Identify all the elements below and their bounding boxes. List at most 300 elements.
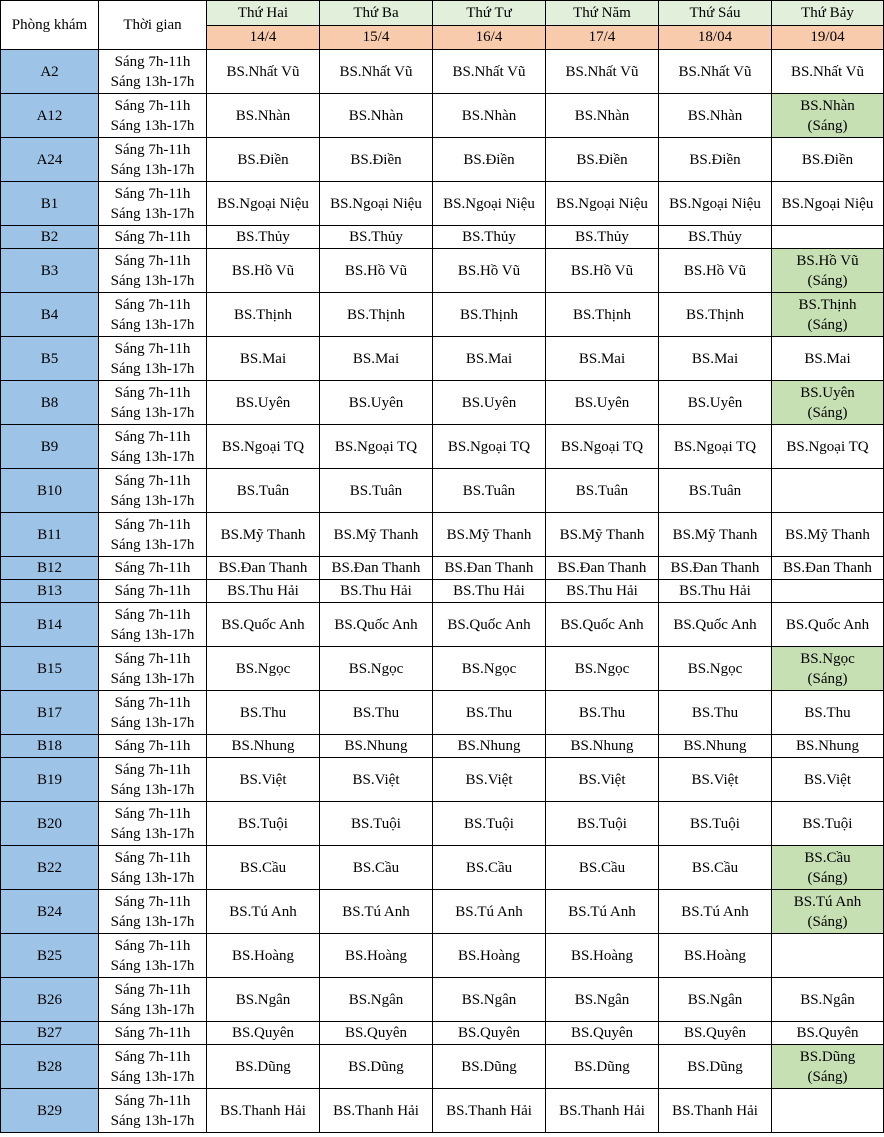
table-row <box>1 513 884 557</box>
doctor-cell: BS.Hồ Vũ <box>320 249 433 293</box>
doctor-cell: BS.Hồ Vũ <box>207 249 320 293</box>
doctor-cell: BS.Mỹ Thanh <box>207 513 320 557</box>
time-afternoon: Sáng 13h-17h <box>110 404 195 421</box>
doctor-cell: BS.Quốc Anh <box>546 603 659 647</box>
doctor-cell-saturday: BS.Ngân <box>772 978 884 1022</box>
doctor-cell: BS.Thu <box>546 691 659 735</box>
room-cell: B8 <box>1 381 99 425</box>
saturday-morning-note: (Sáng) <box>807 670 848 687</box>
time-afternoon: Sáng 13h-17h <box>110 73 195 90</box>
doctor-cell: BS.Dũng <box>207 1045 320 1089</box>
doctor-cell: BS.Dũng <box>659 1045 772 1089</box>
time-morning: Sáng 7h-11h <box>114 252 191 269</box>
time-cell <box>99 513 207 557</box>
doctor-cell: BS.Dũng <box>433 1045 546 1089</box>
time-morning: Sáng 7h-11h <box>114 428 191 445</box>
time-cell <box>99 226 207 249</box>
doctor-cell: BS.Quyên <box>207 1022 320 1045</box>
doctor-cell-saturday: BS.Ngoại TQ <box>772 425 884 469</box>
doctor-cell: BS.Quyên <box>433 1022 546 1045</box>
doctor-cell: BS.Nhất Vũ <box>207 50 320 94</box>
doctor-cell: BS.Điền <box>433 138 546 182</box>
doctor-cell: BS.Uyên <box>320 381 433 425</box>
doctor-cell: BS.Hoàng <box>659 934 772 978</box>
time-morning: Sáng 7h-11h <box>114 805 191 822</box>
doctor-cell: BS.Việt <box>207 758 320 802</box>
room-cell: B29 <box>1 1089 99 1133</box>
doctor-cell-saturday <box>772 226 884 249</box>
doctor-cell: BS.Quốc Anh <box>659 603 772 647</box>
table-row <box>1 1022 884 1045</box>
doctor-cell: BS.Thu Hải <box>659 580 772 603</box>
doctor-cell-saturday: BS.Đan Thanh <box>772 557 884 580</box>
doctor-cell-saturday <box>772 647 884 691</box>
header-room: Phòng khám <box>1 1 99 50</box>
time-cell <box>99 138 207 182</box>
doctor-cell: BS.Ngọc <box>546 647 659 691</box>
room-cell: B19 <box>1 758 99 802</box>
doctor-cell: BS.Ngân <box>433 978 546 1022</box>
saturday-doctor-name: BS.Nhàn <box>800 97 855 114</box>
table-row <box>1 293 884 337</box>
doctor-cell-saturday <box>772 890 884 934</box>
doctor-cell: BS.Nhung <box>546 735 659 758</box>
doctor-cell: BS.Uyên <box>546 381 659 425</box>
time-morning: Sáng 7h-11h <box>114 583 191 599</box>
doctor-cell-saturday: BS.Quyên <box>772 1022 884 1045</box>
room-cell: B10 <box>1 469 99 513</box>
time-afternoon: Sáng 13h-17h <box>110 536 195 553</box>
time-cell <box>99 50 207 94</box>
doctor-cell: BS.Hồ Vũ <box>659 249 772 293</box>
time-cell <box>99 249 207 293</box>
table-row <box>1 138 884 182</box>
time-cell <box>99 735 207 758</box>
time-cell <box>99 1089 207 1133</box>
doctor-cell: BS.Cầu <box>207 846 320 890</box>
doctor-cell: BS.Quốc Anh <box>320 603 433 647</box>
doctor-cell: BS.Ngoại TQ <box>207 425 320 469</box>
doctor-cell: BS.Ngọc <box>320 647 433 691</box>
doctor-cell: BS.Ngoại TQ <box>546 425 659 469</box>
doctor-cell: BS.Hoàng <box>433 934 546 978</box>
room-cell: B9 <box>1 425 99 469</box>
header-date-wed: 16/4 <box>433 25 546 50</box>
time-morning: Sáng 7h-11h <box>114 340 191 357</box>
table-row <box>1 758 884 802</box>
time-cell <box>99 802 207 846</box>
doctor-cell: BS.Nhàn <box>546 94 659 138</box>
header-date-mon: 14/4 <box>207 25 320 50</box>
doctor-cell: BS.Ngoại TQ <box>433 425 546 469</box>
doctor-cell: BS.Cầu <box>659 846 772 890</box>
time-morning: Sáng 7h-11h <box>114 981 191 998</box>
time-cell <box>99 337 207 381</box>
time-morning: Sáng 7h-11h <box>114 761 191 778</box>
doctor-cell: BS.Tuội <box>207 802 320 846</box>
doctor-cell: BS.Quốc Anh <box>207 603 320 647</box>
header-date-tue: 15/4 <box>320 25 433 50</box>
doctor-cell: BS.Mỹ Thanh <box>659 513 772 557</box>
table-row <box>1 691 884 735</box>
doctor-cell: BS.Tuội <box>433 802 546 846</box>
doctor-cell-saturday <box>772 293 884 337</box>
room-cell: B2 <box>1 226 99 249</box>
room-cell: B22 <box>1 846 99 890</box>
doctor-cell: BS.Ngân <box>207 978 320 1022</box>
time-morning: Sáng 7h-11h <box>114 694 191 711</box>
doctor-cell: BS.Thanh Hải <box>207 1089 320 1133</box>
header-day-thu: Thứ Năm <box>546 1 659 26</box>
table-row <box>1 337 884 381</box>
doctor-cell: BS.Việt <box>546 758 659 802</box>
time-morning: Sáng 7h-11h <box>114 53 191 70</box>
doctor-cell: BS.Tú Anh <box>546 890 659 934</box>
doctor-cell: BS.Ngoại Niệu <box>659 182 772 226</box>
time-morning: Sáng 7h-11h <box>114 650 191 667</box>
table-row <box>1 249 884 293</box>
time-cell <box>99 293 207 337</box>
header-day-tue: Thứ Ba <box>320 1 433 26</box>
time-cell <box>99 182 207 226</box>
doctor-cell: BS.Cầu <box>433 846 546 890</box>
time-cell <box>99 647 207 691</box>
doctor-cell: BS.Thu Hải <box>433 580 546 603</box>
time-afternoon: Sáng 13h-17h <box>110 161 195 178</box>
doctor-cell: BS.Thịnh <box>659 293 772 337</box>
doctor-cell: BS.Tuân <box>546 469 659 513</box>
table-row <box>1 425 884 469</box>
time-afternoon: Sáng 13h-17h <box>110 670 195 687</box>
saturday-morning-note: (Sáng) <box>807 316 848 333</box>
room-cell: B4 <box>1 293 99 337</box>
room-cell: B11 <box>1 513 99 557</box>
doctor-cell: BS.Tuân <box>433 469 546 513</box>
room-cell: B5 <box>1 337 99 381</box>
saturday-morning-note: (Sáng) <box>807 272 848 289</box>
doctor-cell: BS.Điền <box>546 138 659 182</box>
time-afternoon: Sáng 13h-17h <box>110 781 195 798</box>
time-cell <box>99 978 207 1022</box>
doctor-cell: BS.Tú Anh <box>433 890 546 934</box>
doctor-cell: BS.Thu <box>433 691 546 735</box>
header-row-days <box>1 1 884 26</box>
doctor-cell: BS.Mai <box>433 337 546 381</box>
doctor-cell: BS.Ngoại Niệu <box>320 182 433 226</box>
doctor-cell: BS.Ngọc <box>433 647 546 691</box>
saturday-doctor-name: BS.Ngọc <box>800 650 855 667</box>
room-cell: A12 <box>1 94 99 138</box>
room-cell: B24 <box>1 890 99 934</box>
table-row <box>1 182 884 226</box>
doctor-cell-saturday: BS.Việt <box>772 758 884 802</box>
saturday-doctor-name: BS.Dũng <box>799 1048 856 1065</box>
doctor-cell: BS.Ngoại TQ <box>320 425 433 469</box>
time-afternoon: Sáng 13h-17h <box>110 316 195 333</box>
doctor-cell: BS.Hồ Vũ <box>433 249 546 293</box>
doctor-cell: BS.Nhàn <box>433 94 546 138</box>
table-row <box>1 802 884 846</box>
table-row <box>1 50 884 94</box>
doctor-cell-saturday: BS.Mai <box>772 337 884 381</box>
time-afternoon: Sáng 13h-17h <box>110 1001 195 1018</box>
doctor-cell: BS.Quốc Anh <box>433 603 546 647</box>
doctor-cell: BS.Mỹ Thanh <box>433 513 546 557</box>
room-cell: B26 <box>1 978 99 1022</box>
header-date-fri: 18/04 <box>659 25 772 50</box>
doctor-cell: BS.Ngoại Niệu <box>433 182 546 226</box>
doctor-cell: BS.Thanh Hải <box>320 1089 433 1133</box>
doctor-cell: BS.Mỹ Thanh <box>546 513 659 557</box>
time-cell <box>99 557 207 580</box>
doctor-cell: BS.Thủy <box>546 226 659 249</box>
table-row <box>1 603 884 647</box>
time-cell <box>99 691 207 735</box>
doctor-cell: BS.Ngọc <box>659 647 772 691</box>
doctor-cell: BS.Tuân <box>320 469 433 513</box>
time-afternoon: Sáng 13h-17h <box>110 448 195 465</box>
doctor-cell: BS.Quyên <box>659 1022 772 1045</box>
doctor-cell: BS.Hồ Vũ <box>546 249 659 293</box>
time-cell <box>99 580 207 603</box>
time-afternoon: Sáng 13h-17h <box>110 360 195 377</box>
time-morning: Sáng 7h-11h <box>114 384 191 401</box>
doctor-cell: BS.Ngân <box>546 978 659 1022</box>
doctor-cell: BS.Tuân <box>659 469 772 513</box>
doctor-cell: BS.Thủy <box>433 226 546 249</box>
time-cell <box>99 381 207 425</box>
time-cell <box>99 890 207 934</box>
doctor-cell: BS.Ngân <box>320 978 433 1022</box>
doctor-cell: BS.Ngoại TQ <box>659 425 772 469</box>
doctor-cell: BS.Quyên <box>320 1022 433 1045</box>
doctor-cell: BS.Thanh Hải <box>659 1089 772 1133</box>
saturday-doctor-name: BS.Tú Anh <box>793 893 862 910</box>
room-cell: B14 <box>1 603 99 647</box>
doctor-cell: BS.Thu Hải <box>207 580 320 603</box>
time-cell <box>99 934 207 978</box>
saturday-morning-note: (Sáng) <box>807 117 848 134</box>
time-afternoon: Sáng 13h-17h <box>110 205 195 222</box>
doctor-cell: BS.Ngoại Niệu <box>546 182 659 226</box>
header-day-sat: Thứ Bảy <box>772 1 884 26</box>
doctor-cell: BS.Nhàn <box>659 94 772 138</box>
doctor-cell: BS.Mai <box>207 337 320 381</box>
header-time: Thời gian <box>99 1 207 50</box>
time-morning: Sáng 7h-11h <box>114 97 191 114</box>
time-afternoon: Sáng 13h-17h <box>110 913 195 930</box>
doctor-cell-saturday <box>772 249 884 293</box>
saturday-morning-note: (Sáng) <box>807 913 848 930</box>
doctor-cell: BS.Ngân <box>659 978 772 1022</box>
doctor-cell: BS.Nhất Vũ <box>433 50 546 94</box>
time-afternoon: Sáng 13h-17h <box>110 272 195 289</box>
saturday-doctor-name: BS.Cầu <box>804 849 851 866</box>
time-afternoon: Sáng 13h-17h <box>110 825 195 842</box>
doctor-cell-saturday: BS.Nhung <box>772 735 884 758</box>
time-cell <box>99 425 207 469</box>
doctor-cell: BS.Đan Thanh <box>320 557 433 580</box>
header-date-thu: 17/4 <box>546 25 659 50</box>
doctor-cell: BS.Ngọc <box>207 647 320 691</box>
room-cell: B3 <box>1 249 99 293</box>
doctor-cell: BS.Thu Hải <box>320 580 433 603</box>
doctor-cell: BS.Uyên <box>207 381 320 425</box>
doctor-cell: BS.Thủy <box>207 226 320 249</box>
doctor-cell: BS.Thanh Hải <box>433 1089 546 1133</box>
doctor-cell-saturday: BS.Mỹ Thanh <box>772 513 884 557</box>
saturday-doctor-name: BS.Hồ Vũ <box>796 252 859 269</box>
saturday-morning-note: (Sáng) <box>807 869 848 886</box>
doctor-cell: BS.Quyên <box>546 1022 659 1045</box>
doctor-cell: BS.Tuội <box>320 802 433 846</box>
saturday-doctor-name: BS.Thịnh <box>798 296 857 313</box>
doctor-cell: BS.Thu Hải <box>546 580 659 603</box>
table-row <box>1 647 884 691</box>
time-cell <box>99 469 207 513</box>
room-cell: A2 <box>1 50 99 94</box>
doctor-cell: BS.Dũng <box>546 1045 659 1089</box>
doctor-cell-saturday <box>772 934 884 978</box>
table-row <box>1 934 884 978</box>
doctor-cell: BS.Việt <box>659 758 772 802</box>
room-cell: B1 <box>1 182 99 226</box>
room-cell: B25 <box>1 934 99 978</box>
doctor-cell: BS.Cầu <box>320 846 433 890</box>
doctor-cell-saturday: BS.Thu <box>772 691 884 735</box>
time-morning: Sáng 7h-11h <box>114 1048 191 1065</box>
doctor-cell: BS.Đan Thanh <box>433 557 546 580</box>
time-morning: Sáng 7h-11h <box>114 893 191 910</box>
time-morning: Sáng 7h-11h <box>114 937 191 954</box>
doctor-cell-saturday: BS.Quốc Anh <box>772 603 884 647</box>
doctor-cell: BS.Đan Thanh <box>546 557 659 580</box>
doctor-cell: BS.Tuội <box>546 802 659 846</box>
doctor-cell: BS.Nhàn <box>320 94 433 138</box>
doctor-cell: BS.Uyên <box>433 381 546 425</box>
doctor-cell: BS.Nhung <box>433 735 546 758</box>
doctor-cell: BS.Hoàng <box>546 934 659 978</box>
doctor-cell: BS.Đan Thanh <box>659 557 772 580</box>
doctor-cell-saturday: BS.Ngoại Niệu <box>772 182 884 226</box>
doctor-cell: BS.Thủy <box>659 226 772 249</box>
doctor-cell: BS.Việt <box>433 758 546 802</box>
table-row <box>1 978 884 1022</box>
saturday-doctor-name: BS.Uyên <box>800 384 855 401</box>
doctor-cell-saturday <box>772 469 884 513</box>
doctor-cell-saturday <box>772 846 884 890</box>
doctor-cell-saturday <box>772 1089 884 1133</box>
doctor-cell: BS.Thịnh <box>207 293 320 337</box>
doctor-cell: BS.Hoàng <box>320 934 433 978</box>
table-row <box>1 1045 884 1089</box>
doctor-cell: BS.Điền <box>207 138 320 182</box>
time-afternoon: Sáng 13h-17h <box>110 1068 195 1085</box>
doctor-cell: BS.Điền <box>320 138 433 182</box>
time-morning: Sáng 7h-11h <box>114 1025 191 1041</box>
table-row <box>1 226 884 249</box>
doctor-cell: BS.Tú Anh <box>320 890 433 934</box>
doctor-cell: BS.Tuội <box>659 802 772 846</box>
doctor-cell: BS.Điền <box>659 138 772 182</box>
doctor-cell: BS.Tú Anh <box>207 890 320 934</box>
doctor-cell: BS.Thu <box>207 691 320 735</box>
time-morning: Sáng 7h-11h <box>114 472 191 489</box>
time-cell <box>99 758 207 802</box>
room-cell: B20 <box>1 802 99 846</box>
doctor-cell: BS.Nhàn <box>207 94 320 138</box>
doctor-cell: BS.Mai <box>546 337 659 381</box>
room-cell: B13 <box>1 580 99 603</box>
time-afternoon: Sáng 13h-17h <box>110 1112 195 1129</box>
time-morning: Sáng 7h-11h <box>114 606 191 623</box>
table-row <box>1 1089 884 1133</box>
doctor-cell: BS.Đan Thanh <box>207 557 320 580</box>
table-row <box>1 381 884 425</box>
doctor-cell: BS.Thu <box>659 691 772 735</box>
doctor-cell: BS.Nhung <box>207 735 320 758</box>
header-day-wed: Thứ Tư <box>433 1 546 26</box>
time-cell <box>99 94 207 138</box>
room-cell: B27 <box>1 1022 99 1045</box>
room-cell: B12 <box>1 557 99 580</box>
doctor-cell-saturday: BS.Điền <box>772 138 884 182</box>
doctor-cell-saturday <box>772 381 884 425</box>
doctor-cell: BS.Thu <box>320 691 433 735</box>
table-row <box>1 890 884 934</box>
room-cell: B28 <box>1 1045 99 1089</box>
room-cell: B15 <box>1 647 99 691</box>
time-morning: Sáng 7h-11h <box>114 229 191 245</box>
doctor-cell: BS.Mai <box>320 337 433 381</box>
time-afternoon: Sáng 13h-17h <box>110 626 195 643</box>
doctor-cell: BS.Uyên <box>659 381 772 425</box>
doctor-cell: BS.Cầu <box>546 846 659 890</box>
table-row <box>1 735 884 758</box>
saturday-morning-note: (Sáng) <box>807 404 848 421</box>
table-row <box>1 557 884 580</box>
doctor-cell: BS.Nhất Vũ <box>659 50 772 94</box>
header-date-sat: 19/04 <box>772 25 884 50</box>
doctor-cell: BS.Nhất Vũ <box>320 50 433 94</box>
doctor-cell: BS.Thủy <box>320 226 433 249</box>
table-row <box>1 94 884 138</box>
schedule-body <box>1 50 884 1133</box>
doctor-cell-saturday <box>772 94 884 138</box>
doctor-cell: BS.Thịnh <box>433 293 546 337</box>
saturday-morning-note: (Sáng) <box>807 1068 848 1085</box>
time-afternoon: Sáng 13h-17h <box>110 117 195 134</box>
time-afternoon: Sáng 13h-17h <box>110 714 195 731</box>
time-morning: Sáng 7h-11h <box>114 296 191 313</box>
doctor-cell-saturday: BS.Tuội <box>772 802 884 846</box>
doctor-cell: BS.Tuân <box>207 469 320 513</box>
time-cell <box>99 603 207 647</box>
time-morning: Sáng 7h-11h <box>114 849 191 866</box>
room-cell: B17 <box>1 691 99 735</box>
doctor-cell: BS.Nhung <box>659 735 772 758</box>
time-afternoon: Sáng 13h-17h <box>110 492 195 509</box>
header-day-fri: Thứ Sáu <box>659 1 772 26</box>
doctor-cell-saturday <box>772 1045 884 1089</box>
doctor-cell: BS.Nhất Vũ <box>546 50 659 94</box>
doctor-cell: BS.Thịnh <box>546 293 659 337</box>
time-morning: Sáng 7h-11h <box>114 560 191 576</box>
table-row <box>1 469 884 513</box>
doctor-cell: BS.Hoàng <box>207 934 320 978</box>
table-row <box>1 846 884 890</box>
doctor-cell: BS.Ngoại Niệu <box>207 182 320 226</box>
